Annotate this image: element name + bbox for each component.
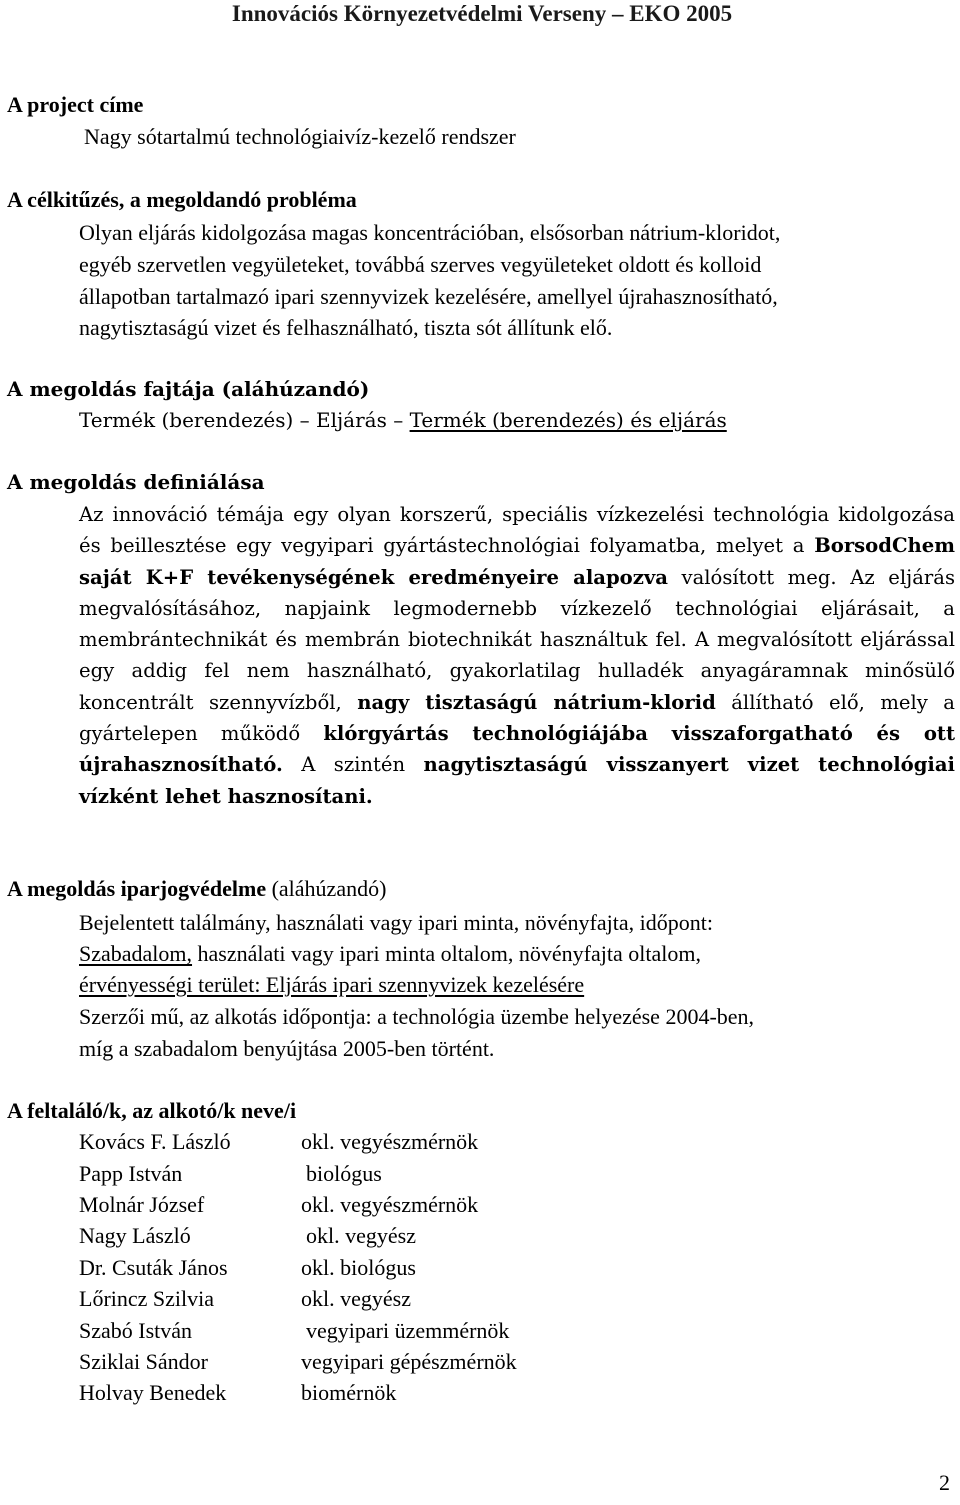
inventor-name: Molnár József bbox=[79, 1192, 205, 1217]
inventor-role: okl. vegyész bbox=[306, 1223, 416, 1248]
option-product: Termék (berendezés) bbox=[79, 408, 294, 432]
inventor-role: okl. vegyész bbox=[301, 1286, 411, 1311]
definition-heading: A megoldás definiálása bbox=[7, 470, 265, 494]
project-title-text: Nagy sótartalmú technológiaivíz-kezelő rendszer bbox=[84, 124, 516, 149]
inventor-name: Szabó István bbox=[79, 1318, 193, 1343]
goal-line-3: állapotban tartalmazó ipari szennyvizek kezelésére, amellyel újrahasznosítható, bbox=[79, 284, 778, 309]
page-header: Innovációs Környezetvédelmi Verseny – EKO 2005 bbox=[231, 1, 733, 26]
inventor-role: vegyipari gépészmérnök bbox=[301, 1349, 517, 1374]
ip-line-3 bbox=[79, 970, 584, 1000]
definition-text: állítható elő, mely a gyártelepen működő bbox=[79, 690, 955, 746]
goal-line-2: egyéb szervetlen vegyületeket, továbbá szerves vegyületeket oldott és kolloid bbox=[79, 252, 762, 277]
inventor-name: Lőrincz Szilvia bbox=[79, 1286, 215, 1311]
definition-text: valósított meg. Az eljárás megvalósításához, napjaink legmodernebb vízkezelő technológiai eljárásait, a membrántechnikát és membrán biotechnikát használtuk fel. A megvalósított eljárással egy addig fel nem használható, gyakorlatilag hulladék anyagáramnak minősülő koncentrált szennyvízből, bbox=[79, 565, 956, 714]
definition-text: Az innováció témája egy olyan korszerű, speciális vízkezelési technológia kidolgozása és beillesztése egy vegyipari gyártástechnológiai folyamatba, melyet a bbox=[79, 503, 955, 558]
ip-line-4: Szerzői mű, az alkotás időpontja: a technológia üzembe helyezése 2004-ben, bbox=[79, 1004, 755, 1029]
ip-line-2 bbox=[79, 939, 701, 969]
definition-text: A szintén bbox=[282, 753, 424, 777]
ip-validity: érvényességi terület: Eljárás ipari szennyvizek kezelésére bbox=[79, 972, 585, 997]
inventor-name: Papp István bbox=[79, 1161, 183, 1186]
inventor-name: Dr. Csuták János bbox=[79, 1255, 228, 1280]
ip-heading-note: (aláhúzandó) bbox=[266, 876, 387, 901]
ip-line-1: Bejelentett találmány, használati vagy ipari minta, növényfajta, időpont: bbox=[79, 910, 713, 935]
solution-type-heading: A megoldás fajtája (aláhúzandó) bbox=[7, 377, 370, 401]
inventor-name: Sziklai Sándor bbox=[79, 1349, 208, 1374]
inventor-role: vegyipari üzemmérnök bbox=[306, 1318, 510, 1343]
goal-line-4: nagytisztaságú vizet és felhasználható, tiszta sót állítunk elő. bbox=[79, 315, 613, 340]
goal-line-1: Olyan eljárás kidolgozása magas koncentrációban, elsősorban nátrium-kloridot, bbox=[79, 220, 781, 245]
inventor-role: okl. vegyészmérnök bbox=[301, 1129, 479, 1154]
definition-bold: nagytisztaságú visszanyert vizet technológiai vízként lehet hasznosítani. bbox=[79, 753, 955, 808]
inventor-role: biológus bbox=[306, 1161, 382, 1186]
definition-bold: nagy tisztaságú nátrium-klorid bbox=[357, 690, 716, 714]
goal-heading: A célkitűzés, a megoldandó probléma bbox=[7, 187, 357, 212]
dash: – bbox=[386, 408, 410, 432]
ip-heading-bold: A megoldás iparjogvédelme bbox=[7, 876, 267, 901]
project-title-heading: A project címe bbox=[7, 92, 144, 117]
ip-line-2-rest: használati vagy ipari minta oltalom, növényfajta oltalom, bbox=[192, 941, 701, 966]
page-number: 2 bbox=[939, 1470, 950, 1495]
inventor-name: Holvay Benedek bbox=[79, 1380, 227, 1405]
inventor-role: okl. vegyészmérnök bbox=[301, 1192, 479, 1217]
definition-bold: BorsodChem saját K+F tevékenységének eredményeire alapozva bbox=[79, 534, 955, 589]
inventors-heading: A feltaláló/k, az alkotó/k neve/i bbox=[7, 1098, 297, 1123]
inventor-role: biomérnök bbox=[301, 1380, 397, 1405]
inventor-name: Kovács F. László bbox=[79, 1129, 231, 1154]
definition-paragraph bbox=[79, 499, 955, 812]
ip-patent: Szabadalom, bbox=[79, 941, 193, 966]
inventor-name: Nagy László bbox=[79, 1223, 191, 1248]
ip-line-5: míg a szabadalom benyújtása 2005-ben történt. bbox=[79, 1036, 495, 1061]
option-product-and-process: Termék (berendezés) és eljárás bbox=[409, 408, 727, 432]
solution-type-options bbox=[79, 405, 727, 435]
dash: – bbox=[293, 408, 316, 432]
option-process: Eljárás bbox=[315, 408, 387, 432]
definition-bold: klórgyártás technológiájába visszaforgatható és ott újrahasznosítható. bbox=[79, 722, 956, 777]
inventor-role: okl. biológus bbox=[301, 1255, 416, 1280]
ip-heading bbox=[7, 874, 386, 904]
